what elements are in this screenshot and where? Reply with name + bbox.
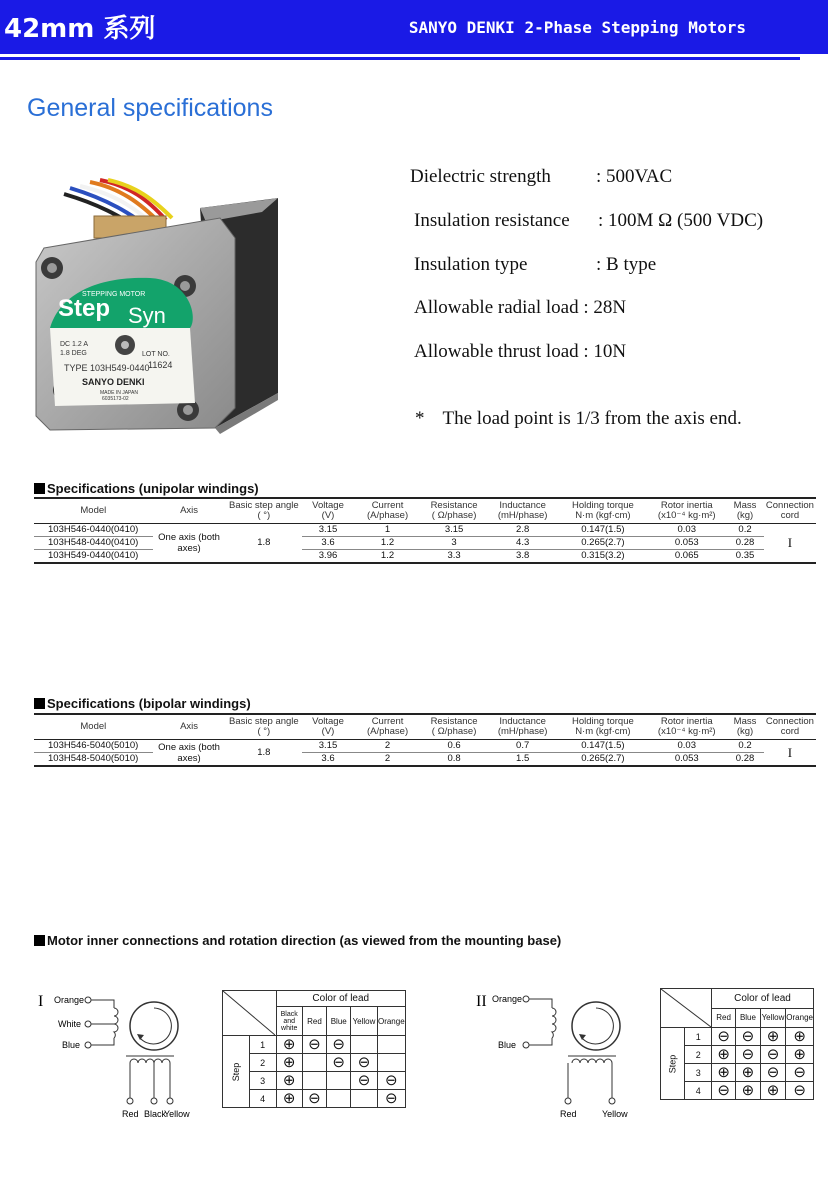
photo-brand-step: Step [58, 295, 111, 322]
lead-table-title: Color of lead [712, 989, 814, 1009]
lead-cell: ⊕ [276, 1054, 302, 1072]
col-inductance: Inductance (mH/phase) [487, 714, 559, 740]
col-current: Current (A/phase) [354, 714, 421, 740]
table-header-row [34, 714, 816, 740]
lead-cell: ⊖ [351, 1054, 377, 1072]
photo-serial: 6035173-02 [102, 396, 129, 402]
wire-label-white: White [58, 1019, 82, 1029]
lead-cell [327, 1090, 351, 1108]
lead-cell: ⊕ [786, 1046, 814, 1064]
col-voltage: Voltage (V) [302, 714, 354, 740]
step-label: Step [223, 1036, 250, 1108]
lead-cell: ⊖ [377, 1090, 405, 1108]
header-rule [0, 57, 800, 60]
lead-cell: ⊕ [786, 1028, 814, 1046]
lead-cell: ⊖ [712, 1028, 736, 1046]
photo-rating: DC 1.2 A [60, 341, 89, 348]
lead-cell: ⊖ [760, 1064, 786, 1082]
lead-cell: ⊖ [327, 1054, 351, 1072]
col-connection: Connection cord [764, 498, 816, 524]
col-axis: Axis [153, 498, 226, 524]
col-torque: Holding torque N·m (kgf·cm) [558, 498, 647, 524]
col-mass: Mass (kg) [726, 498, 764, 524]
motor-photo [30, 178, 280, 434]
photo-label-stepping-motor: STEPPING MOTOR [82, 291, 146, 298]
unipolar-wiring-diagram [34, 988, 214, 1123]
col-inertia: Rotor inertia (x10⁻⁴ kg·m²) [647, 498, 726, 524]
photo-brand-syn: Syn [128, 303, 166, 328]
wire-label-black: Black [144, 1109, 167, 1119]
step-angle-cell: 1.8 [225, 740, 302, 767]
table-row: 103H546-5040(5010) One axis (both axes) 1.8 3.15 2 0.6 0.7 0.147(1.5) 0.03 0.2 I [34, 740, 816, 753]
lead-cell: ⊕ [276, 1072, 302, 1090]
unipolar-lead-table: Color of lead Black and white Red Blue Yellow Orange Step 1 ⊕ ⊖ ⊖ 2 ⊕ ⊖ ⊖ 3 ⊕ ⊖ ⊖ 4 ⊕ ⊖ ⊖ [222, 990, 406, 1108]
col-model: Model [34, 498, 153, 524]
lead-cell: ⊕ [760, 1082, 786, 1100]
lead-header: Blue [736, 1008, 760, 1028]
lead-cell: ⊖ [302, 1036, 326, 1054]
document-title: SANYO DENKI 2-Phase Stepping Motors [408, 18, 746, 37]
lead-cell [351, 1036, 377, 1054]
series-title: 42mm 系列 [4, 14, 156, 44]
lead-cell [327, 1072, 351, 1090]
photo-type: TYPE 103H549-0440 [64, 363, 150, 373]
lead-header: Red [302, 1007, 326, 1036]
lead-cell: ⊖ [786, 1082, 814, 1100]
col-step-angle: Basic step angle ( °) [225, 498, 302, 524]
table-row: 103H548-5040(5010) 3.6 2 0.8 1.5 0.265(2.7) 0.053 0.28 [34, 753, 816, 767]
spec-insulation-resistance: Insulation resistance : 100M Ω (500 VDC) [414, 210, 764, 231]
spec-thrust-load: Allowable thrust load : 10N [414, 341, 627, 362]
photo-lot-no: 11624 [148, 360, 173, 370]
table-header-row [34, 498, 816, 524]
connections-title: Motor inner connections and rotation direction (as viewed from the mounting base) [34, 933, 561, 948]
col-resistance: Resistance ( Ω/phase) [421, 498, 487, 524]
wire-label-orange: Orange [54, 995, 85, 1005]
load-point-note: * The load point is 1/3 from the axis end. [415, 408, 742, 429]
lead-cell: ⊕ [276, 1036, 302, 1054]
table-row: 103H546-0440(0410) One axis (both axes) 1.8 3.15 1 3.15 2.8 0.147(1.5) 0.03 0.2 I [34, 524, 816, 537]
lead-cell: ⊖ [302, 1090, 326, 1108]
col-voltage: Voltage (V) [302, 498, 354, 524]
lead-cell: ⊖ [377, 1072, 405, 1090]
col-inertia: Rotor inertia (x10⁻⁴ kg·m²) [647, 714, 726, 740]
spec-insulation-type: Insulation type : B type [414, 254, 657, 275]
lead-cell: ⊕ [736, 1064, 760, 1082]
col-resistance: Resistance ( Ω/phase) [421, 714, 487, 740]
lead-table-title: Color of lead [276, 991, 405, 1007]
col-connection: Connection cord [764, 714, 816, 740]
section-title: General specifications [27, 94, 273, 122]
table-row: 103H549-0440(0410) 3.96 1.2 3.3 3.8 0.315(3.2) 0.065 0.35 [34, 550, 816, 564]
unipolar-table-title: Specifications (unipolar windings) [34, 481, 259, 496]
diagram-id-unipolar: I [38, 993, 44, 1010]
lead-cell [302, 1072, 326, 1090]
wire-label-blue: Blue [498, 1040, 517, 1050]
col-model: Model [34, 714, 153, 740]
header-banner [0, 0, 828, 54]
lead-header: Yellow [760, 1008, 786, 1028]
wire-label-yellow: Yellow [164, 1109, 190, 1119]
table-row: 103H548-0440(0410) 3.6 1.2 3 4.3 0.265(2.7) 0.053 0.28 [34, 537, 816, 550]
lead-header: Orange [377, 1007, 405, 1036]
step-label: Step [661, 1028, 685, 1100]
bipolar-table-title: Specifications (bipolar windings) [34, 696, 251, 711]
lead-cell: ⊖ [712, 1082, 736, 1100]
lead-cell [377, 1036, 405, 1054]
photo-deg: 1.8 DEG [60, 350, 87, 357]
spec-radial-load: Allowable radial load : 28N [414, 297, 627, 318]
lead-cell [351, 1090, 377, 1108]
unipolar-spec-table [34, 497, 816, 564]
lead-cell: ⊖ [327, 1036, 351, 1054]
spec-dielectric-strength: Dielectric strength : 500VAC [410, 166, 673, 187]
wire-label-orange: Orange [492, 994, 523, 1004]
col-mass: Mass (kg) [726, 714, 764, 740]
lead-cell: ⊕ [712, 1064, 736, 1082]
lead-cell: ⊖ [736, 1028, 760, 1046]
bipolar-wiring-diagram [472, 988, 642, 1123]
step-angle-cell: 1.8 [225, 524, 302, 564]
wire-label-yellow: Yellow [602, 1109, 628, 1119]
lead-header: Red [712, 1008, 736, 1028]
lead-cell: ⊖ [736, 1046, 760, 1064]
lead-cell: ⊕ [276, 1090, 302, 1108]
lead-cell: ⊖ [760, 1046, 786, 1064]
diagram-id-bipolar: II [476, 993, 487, 1010]
lead-cell: ⊕ [712, 1046, 736, 1064]
wire-label-blue: Blue [62, 1040, 81, 1050]
lead-header: Yellow [351, 1007, 377, 1036]
lead-header: Orange [786, 1008, 814, 1028]
wire-label-red: Red [560, 1109, 577, 1119]
lead-cell [302, 1054, 326, 1072]
lead-cell: ⊖ [786, 1064, 814, 1082]
lead-header: Black and white [276, 1007, 302, 1036]
col-current: Current (A/phase) [354, 498, 421, 524]
bipolar-spec-table [34, 713, 816, 767]
wire-label-red: Red [122, 1109, 139, 1119]
axis-cell: One axis (both axes) [153, 524, 226, 564]
col-inductance: Inductance (mH/phase) [487, 498, 559, 524]
lead-cell: ⊕ [736, 1082, 760, 1100]
photo-made: MADE IN JAPAN [100, 390, 138, 396]
axis-cell: One axis (both axes) [153, 740, 226, 767]
connection-cell: I [764, 524, 816, 564]
bipolar-lead-table: Color of lead Red Blue Yellow Orange Step 1 ⊖ ⊖ ⊕ ⊕ 2 ⊕ ⊖ ⊖ ⊕ 3 ⊕ ⊕ ⊖ ⊖ 4 ⊖ ⊕ ⊕ ⊖ [660, 988, 814, 1100]
lead-cell [377, 1054, 405, 1072]
connection-cell: I [764, 740, 816, 767]
col-step-angle: Basic step angle ( °) [225, 714, 302, 740]
photo-lot: LOT NO. [142, 351, 170, 358]
lead-cell: ⊕ [760, 1028, 786, 1046]
col-torque: Holding torque N·m (kgf·cm) [558, 714, 647, 740]
lead-header: Blue [327, 1007, 351, 1036]
lead-cell: ⊖ [351, 1072, 377, 1090]
col-axis: Axis [153, 714, 226, 740]
photo-maker: SANYO DENKI [82, 377, 145, 387]
